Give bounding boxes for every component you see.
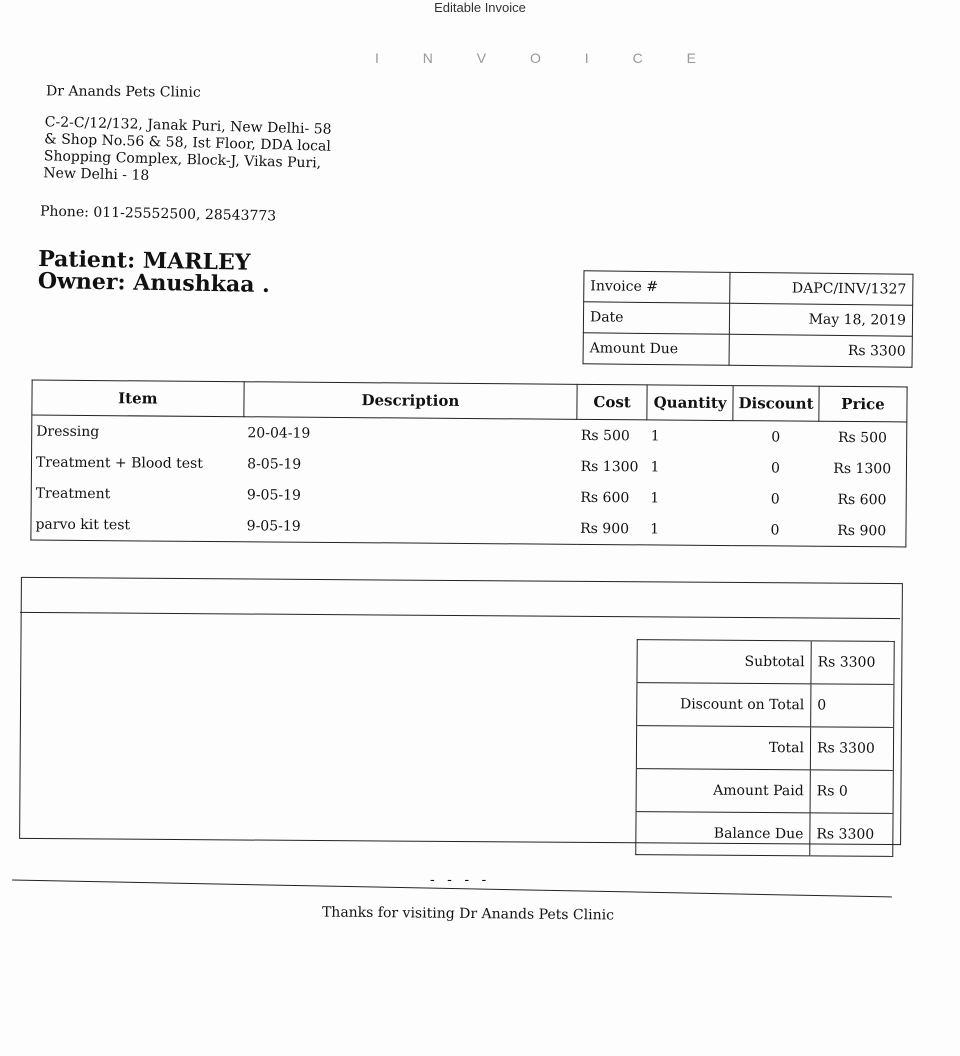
invoice-title: I N V O I C E (375, 50, 716, 66)
totals-label: Amount Paid (636, 769, 810, 813)
footer-dots: - - - - (430, 872, 491, 888)
totals-value: Rs 3300 (810, 813, 893, 857)
cost-cell: Rs 500 (580, 427, 630, 444)
cost-cell: Rs 1300 (580, 458, 639, 475)
meta-label: Date (583, 302, 729, 335)
discount-cell: 0 (770, 490, 780, 507)
meta-row-invoice (584, 271, 913, 305)
header-description: Description (244, 382, 578, 420)
clinic-name: Dr Anands Pets Clinic (45, 83, 201, 101)
meta-row-date (583, 302, 912, 336)
item-cell: Treatment + Blood test (31, 447, 243, 480)
owner-name: Owner: Anushkaa . (37, 267, 271, 299)
header-discount: Discount (733, 386, 819, 422)
item-cell: Dressing (32, 415, 244, 448)
cost-cell: Rs 900 (576, 513, 646, 545)
totals-value: Rs 0 (810, 770, 893, 814)
cost-cell: Rs 600 (580, 489, 630, 506)
totals-value: 0 (811, 684, 894, 728)
qty-cell: 1 (650, 427, 660, 444)
qty-cell: 1 (646, 513, 732, 545)
description-cell: 9-05-19 (243, 510, 577, 544)
meta-label: Amount Due (583, 333, 729, 366)
price-cell: Rs 500 (819, 421, 907, 453)
editable-invoice-label: Editable Invoice (434, 0, 526, 15)
price-cell: Rs 900 (818, 515, 906, 547)
items-table (30, 380, 907, 548)
discount-cell: 0 (732, 514, 818, 546)
qty-cell: 1 (650, 458, 660, 475)
item-cell: Treatment (31, 478, 243, 511)
table-row (31, 509, 906, 547)
totals-label: Subtotal (637, 640, 811, 684)
totals-label: Discount on Total (637, 683, 811, 727)
description-cell: 9-05-19 (246, 486, 302, 504)
patient-name: Patient: MARLEY (37, 245, 251, 276)
discount-cell: 0 (771, 459, 781, 476)
header-cost: Cost (577, 384, 647, 420)
clinic-address: C-2-C/12/132, Janak Puri, New Delhi- 58 & Shop No.56 & 58, Ist Floor, DDA local Shopping Complex, Block-J, Vikas Puri, New Delhi - 18 (43, 114, 332, 184)
price-cell: Rs 600 (818, 484, 906, 516)
qty-cell: 1 (650, 489, 660, 506)
meta-value: Rs 3300 (729, 334, 912, 367)
meta-value: May 18, 2019 (729, 303, 912, 336)
totals-value: Rs 3300 (810, 727, 893, 771)
totals-row-balance-due (636, 812, 893, 857)
invoice-meta-table (583, 270, 914, 367)
header-quantity: Quantity (647, 385, 733, 421)
totals-row-amount-paid (636, 769, 893, 814)
description-cell: 8-05-19 (247, 455, 302, 473)
totals-label: Balance Due (636, 812, 810, 856)
totals-row-total (636, 726, 893, 771)
thanks-message: Thanks for visiting Dr Anands Pets Clinic (321, 904, 615, 924)
price-cell: Rs 1300 (818, 453, 906, 485)
clinic-phone: Phone: 011-25552500, 28543773 (39, 203, 277, 225)
meta-value: DAPC/INV/1327 (729, 272, 912, 305)
totals-table (635, 639, 895, 857)
totals-row-discount (637, 683, 894, 728)
header-price: Price (819, 386, 907, 422)
header-item: Item (32, 380, 244, 417)
totals-value: Rs 3300 (811, 641, 894, 685)
patient-block (37, 245, 271, 299)
totals-label: Total (636, 726, 810, 770)
item-cell: parvo kit test (31, 509, 243, 542)
meta-label: Invoice # (584, 271, 730, 304)
totals-row-subtotal (637, 640, 894, 685)
description-cell: 20-04-19 (247, 424, 311, 442)
discount-cell: 0 (771, 428, 781, 445)
meta-row-amount-due (583, 333, 912, 367)
